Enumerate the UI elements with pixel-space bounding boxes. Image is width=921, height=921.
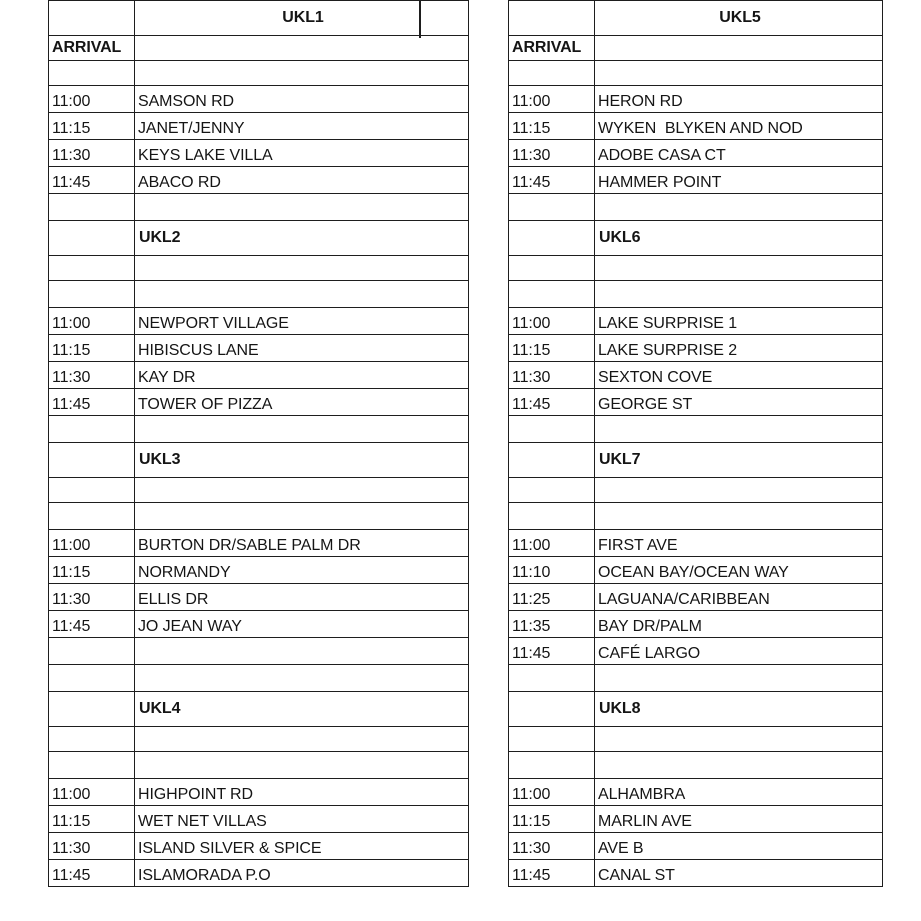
empty-cell (509, 752, 595, 779)
empty-cell (595, 194, 883, 221)
table-row (49, 806, 469, 833)
stop-name: WYKEN BLYKEN AND NOD (595, 113, 883, 140)
empty-cell (509, 727, 595, 752)
block-title: UKL7 (595, 443, 883, 478)
empty-cell (49, 727, 135, 752)
empty-cell (509, 1, 595, 36)
arrival-time: 11:30 (509, 362, 595, 389)
empty-cell (49, 665, 135, 692)
arrival-time: 11:45 (49, 389, 135, 416)
blank-row (49, 727, 469, 752)
stop-name: HIBISCUS LANE (135, 335, 469, 362)
empty-cell (595, 752, 883, 779)
empty-cell (135, 752, 469, 779)
stop-name: ALHAMBRA (595, 779, 883, 806)
arrival-time: 11:45 (509, 389, 595, 416)
arrival-time: 11:00 (509, 308, 595, 335)
stop-name: JO JEAN WAY (135, 611, 469, 638)
stop-name: NEWPORT VILLAGE (135, 308, 469, 335)
table-row (509, 335, 883, 362)
blank-row (49, 638, 469, 665)
empty-cell (595, 665, 883, 692)
table-row (49, 335, 469, 362)
stop-name: TOWER OF PIZZA (135, 389, 469, 416)
empty-cell (49, 503, 135, 530)
stop-name: KEYS LAKE VILLA (135, 140, 469, 167)
empty-cell (595, 478, 883, 503)
schedule-column-left (48, 0, 468, 887)
block-title-row (49, 221, 469, 256)
empty-cell (135, 281, 469, 308)
stop-name: MARLIN AVE (595, 806, 883, 833)
table-row (49, 140, 469, 167)
arrival-time: 11:45 (49, 167, 135, 194)
table-row (509, 557, 883, 584)
table-row (509, 806, 883, 833)
stop-name: GEORGE ST (595, 389, 883, 416)
stop-name: LAKE SURPRISE 2 (595, 335, 883, 362)
blank-row (49, 256, 469, 281)
table-row (509, 584, 883, 611)
stop-name: JANET/JENNY (135, 113, 469, 140)
empty-cell (135, 665, 469, 692)
stop-name: CANAL ST (595, 860, 883, 887)
table-row (49, 584, 469, 611)
arrival-time: 11:45 (509, 638, 595, 665)
arrival-time: 11:25 (509, 584, 595, 611)
blank-row (509, 416, 883, 443)
stop-name: ISLAND SILVER & SPICE (135, 833, 469, 860)
blank-row (509, 478, 883, 503)
empty-cell (135, 478, 469, 503)
stop-name: HERON RD (595, 86, 883, 113)
arrival-time: 11:00 (49, 308, 135, 335)
table-row (49, 86, 469, 113)
stop-name: ELLIS DR (135, 584, 469, 611)
empty-cell (595, 281, 883, 308)
block-title-row (509, 443, 883, 478)
arrival-time: 11:30 (509, 140, 595, 167)
block-title: UKL8 (595, 692, 883, 727)
empty-cell (595, 61, 883, 86)
arrival-time: 11:15 (49, 113, 135, 140)
arrival-time: 11:00 (49, 779, 135, 806)
block-title-row (509, 221, 883, 256)
blank-row (49, 61, 469, 86)
arrival-time: 11:15 (509, 335, 595, 362)
arrival-time: 11:30 (49, 584, 135, 611)
arrival-time: 11:00 (49, 86, 135, 113)
table-row (509, 86, 883, 113)
table-row (49, 389, 469, 416)
arrival-time: 11:30 (509, 833, 595, 860)
table-row (509, 167, 883, 194)
table-row (509, 779, 883, 806)
blank-row (509, 503, 883, 530)
table-row (509, 860, 883, 887)
arrival-time: 11:35 (509, 611, 595, 638)
blank-row (49, 194, 469, 221)
empty-cell (509, 665, 595, 692)
blank-row (509, 194, 883, 221)
arrival-time: 11:00 (509, 86, 595, 113)
empty-cell (509, 443, 595, 478)
blank-row (509, 281, 883, 308)
table-row (49, 779, 469, 806)
stop-name: NORMANDY (135, 557, 469, 584)
empty-cell (509, 503, 595, 530)
arrival-time: 11:15 (509, 806, 595, 833)
arrival-time: 11:45 (49, 860, 135, 887)
table-row (509, 113, 883, 140)
block-title: UKL4 (135, 692, 469, 727)
table-row (49, 362, 469, 389)
blank-row (509, 727, 883, 752)
empty-cell (49, 256, 135, 281)
schedule-table-right (508, 0, 883, 887)
empty-cell (49, 221, 135, 256)
schedule-sheet (48, 0, 882, 921)
blank-row (509, 665, 883, 692)
arrival-time: 11:00 (509, 779, 595, 806)
block-title: UKL5 (595, 1, 883, 36)
stop-name: HAMMER POINT (595, 167, 883, 194)
blank-row (509, 61, 883, 86)
stop-name: ISLAMORADA P.O (135, 860, 469, 887)
blank-row (509, 256, 883, 281)
empty-cell (135, 36, 469, 61)
arrival-time: 11:15 (49, 557, 135, 584)
blank-row (49, 665, 469, 692)
empty-cell (49, 281, 135, 308)
block-title-row (49, 692, 469, 727)
column-divider (419, 0, 421, 38)
table-row (509, 833, 883, 860)
table-row (509, 140, 883, 167)
blank-row (49, 416, 469, 443)
table-row (49, 611, 469, 638)
table-row (509, 611, 883, 638)
schedule-table-left (48, 0, 469, 887)
empty-cell (595, 503, 883, 530)
blank-row (49, 752, 469, 779)
empty-cell (595, 36, 883, 61)
stop-name: LAGUANA/CARIBBEAN (595, 584, 883, 611)
empty-cell (509, 221, 595, 256)
empty-cell (49, 61, 135, 86)
arrival-time: 11:45 (509, 860, 595, 887)
empty-cell (509, 416, 595, 443)
arrival-label: ARRIVAL (49, 36, 135, 61)
blank-row (49, 503, 469, 530)
arrival-time: 11:30 (49, 362, 135, 389)
empty-cell (135, 194, 469, 221)
empty-cell (135, 256, 469, 281)
empty-cell (49, 416, 135, 443)
blank-row (49, 281, 469, 308)
arrival-time: 11:45 (509, 167, 595, 194)
stop-name: OCEAN BAY/OCEAN WAY (595, 557, 883, 584)
table-row (49, 860, 469, 887)
stop-name: ADOBE CASA CT (595, 140, 883, 167)
empty-cell (135, 727, 469, 752)
arrival-header-row (509, 36, 883, 61)
empty-cell (595, 416, 883, 443)
table-row (49, 557, 469, 584)
stop-name: SEXTON COVE (595, 362, 883, 389)
stop-name: CAFÉ LARGO (595, 638, 883, 665)
empty-cell (49, 443, 135, 478)
empty-cell (49, 638, 135, 665)
arrival-time: 11:00 (509, 530, 595, 557)
empty-cell (509, 281, 595, 308)
empty-cell (135, 416, 469, 443)
stop-name: AVE B (595, 833, 883, 860)
table-row (509, 530, 883, 557)
block-title-row (49, 1, 469, 36)
table-row (49, 113, 469, 140)
table-row (509, 308, 883, 335)
blank-row (49, 478, 469, 503)
empty-cell (135, 638, 469, 665)
blank-row (509, 752, 883, 779)
block-title: UKL2 (135, 221, 469, 256)
block-title-row (509, 692, 883, 727)
arrival-time: 11:10 (509, 557, 595, 584)
schedule-column-right (508, 0, 882, 887)
table-row (49, 530, 469, 557)
empty-cell (595, 727, 883, 752)
arrival-header-row (49, 36, 469, 61)
empty-cell (49, 752, 135, 779)
table-row (49, 308, 469, 335)
empty-cell (135, 61, 469, 86)
block-title: UKL6 (595, 221, 883, 256)
arrival-time: 11:15 (509, 113, 595, 140)
stop-name: WET NET VILLAS (135, 806, 469, 833)
table-row (49, 833, 469, 860)
block-title-row (49, 443, 469, 478)
block-title: UKL3 (135, 443, 469, 478)
empty-cell (509, 61, 595, 86)
stop-name: BURTON DR/SABLE PALM DR (135, 530, 469, 557)
arrival-time: 11:00 (49, 530, 135, 557)
stop-name: KAY DR (135, 362, 469, 389)
empty-cell (595, 256, 883, 281)
table-row (509, 638, 883, 665)
empty-cell (49, 478, 135, 503)
stop-name: SAMSON RD (135, 86, 469, 113)
stop-name: LAKE SURPRISE 1 (595, 308, 883, 335)
empty-cell (509, 256, 595, 281)
arrival-time: 11:30 (49, 140, 135, 167)
arrival-time: 11:30 (49, 833, 135, 860)
arrival-time: 11:15 (49, 806, 135, 833)
empty-cell (509, 478, 595, 503)
stop-name: HIGHPOINT RD (135, 779, 469, 806)
block-title: UKL1 (135, 1, 469, 36)
arrival-time: 11:15 (49, 335, 135, 362)
arrival-label: ARRIVAL (509, 36, 595, 61)
table-row (509, 389, 883, 416)
table-row (509, 362, 883, 389)
arrival-time: 11:45 (49, 611, 135, 638)
stop-name: ABACO RD (135, 167, 469, 194)
block-title-row (509, 1, 883, 36)
empty-cell (509, 194, 595, 221)
empty-cell (49, 1, 135, 36)
table-row (49, 167, 469, 194)
empty-cell (135, 503, 469, 530)
empty-cell (509, 692, 595, 727)
stop-name: BAY DR/PALM (595, 611, 883, 638)
empty-cell (49, 194, 135, 221)
stop-name: FIRST AVE (595, 530, 883, 557)
empty-cell (49, 692, 135, 727)
